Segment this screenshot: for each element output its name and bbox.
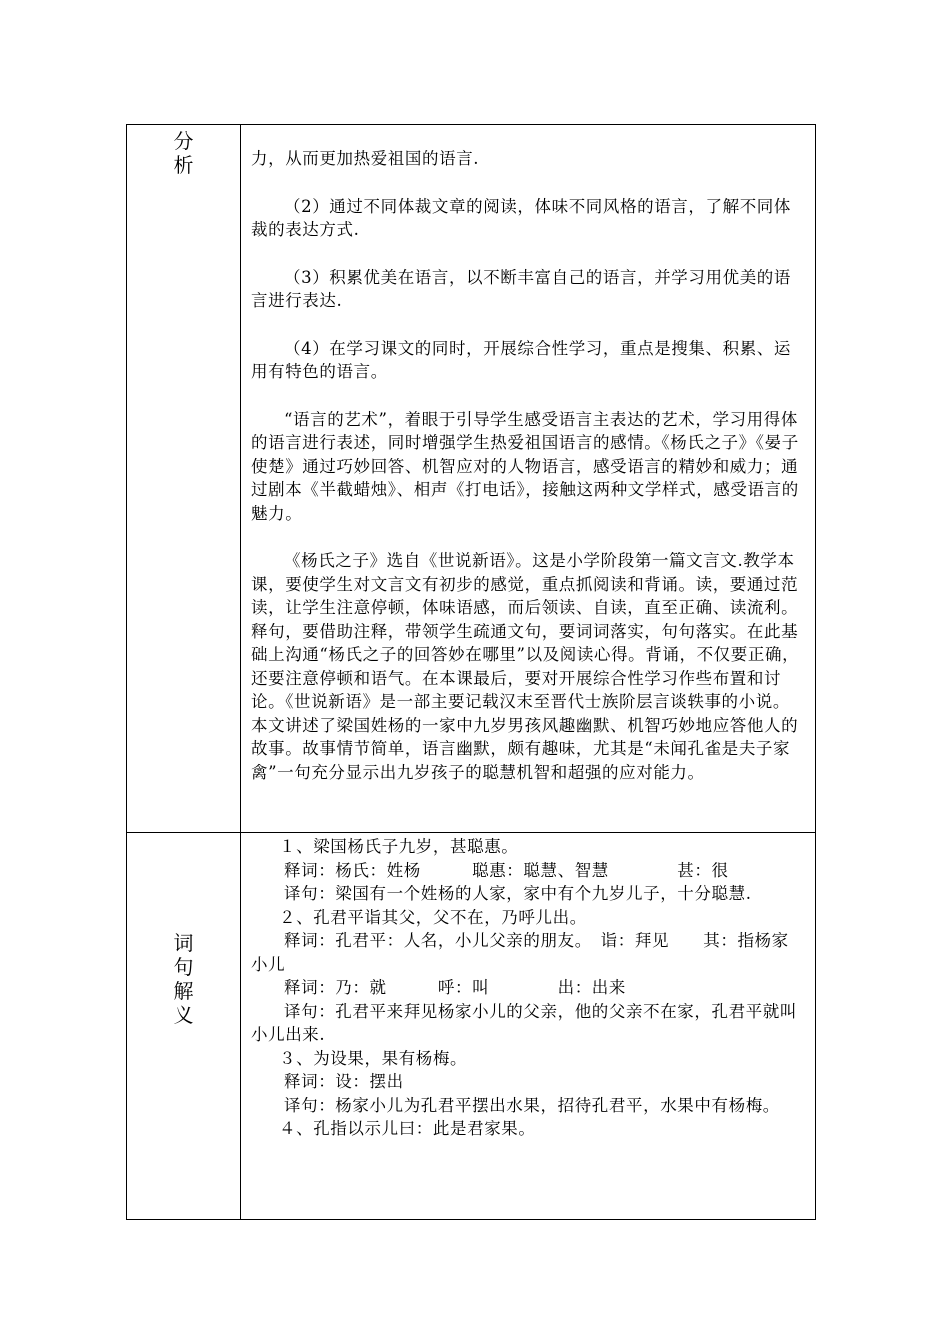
- column-divider: [240, 125, 241, 832]
- analysis-paragraph: “语言的艺术”，着眼于引导学生感受语言主表达的艺术，学习用得体的语言进行表述，同时增强学生热爱祖国语言的感情。《杨氏之子》《晏子使楚》通过巧妙回答、机智应对的人物语言，感受语言的精妙和威力；通过剧本《半截蜡烛》、相声《打电话》，接触这两种文学样式，感受语言的魅力。: [251, 409, 799, 523]
- analysis-paragraph: 力，从而更加热爱祖国的语言.: [251, 149, 480, 168]
- label-char: 分: [173, 129, 194, 153]
- sentence-heading: ３、为设果，果有杨梅。: [279, 1048, 468, 1068]
- label-char: 解: [173, 979, 194, 1003]
- word-explanation: 释词：设：摆出: [284, 1072, 404, 1091]
- vocabulary-label: [127, 931, 240, 1027]
- label-char: 析: [173, 153, 194, 177]
- word-explanation: 释词：孔君平：人名，小儿父亲的朋友。 诣：拜见 其：指杨家小儿: [251, 931, 789, 974]
- label-char: 句: [173, 955, 194, 979]
- analysis-paragraph: （2）通过不同体裁文章的阅读，体味不同风格的语言，了解不同体裁的表达方式.: [251, 196, 791, 239]
- sentence-heading: ２、孔君平诣其父，父不在，乃呼儿出。: [279, 907, 587, 927]
- analysis-paragraph: （4）在学习课文的同时，开展综合性学习，重点是搜集、积累、运用有特色的语言。: [251, 338, 791, 381]
- analysis-content: [251, 147, 803, 784]
- analysis-row: [126, 124, 816, 833]
- column-divider: [240, 833, 241, 1219]
- label-char: 义: [173, 1003, 194, 1027]
- vocabulary-row: [126, 832, 816, 1220]
- word-explanation: 释词：乃：就 呼：叫 出：出来: [284, 978, 626, 997]
- sentence-heading: ４、孔指以示儿曰：此是君家果。: [279, 1119, 536, 1138]
- label-char: 词: [173, 931, 194, 955]
- sentence-translation: 译句：孔君平来拜见杨家小儿的父亲，他的父亲不在家，孔君平就叫小儿出来.: [251, 1001, 797, 1044]
- analysis-label: [127, 129, 240, 177]
- sentence-translation: 译句：梁国有一个姓杨的人家，家中有个九岁儿子，十分聪慧.: [284, 884, 752, 903]
- analysis-paragraph: 《杨氏之子》选自《世说新语》。这是小学阶段第一篇文言文.教学本课，要使学生对文言文有初步的感觉，重点抓阅读和背诵。读，要通过范读，让学生注意停顿，体味语感，而后领读、自读，直至正确、读流利。释句，要借助注释，带领学生疏通文句，要词词落实，句句落实。在此基础上沟通“杨氏之子的回答妙在哪里”以及阅读心得。背诵，不仅要正确，还要注意停顿和语气。在本课最后，要对开展综合性学习作些布置和讨论。《世说新语》是一部主要记载汉末至晋代士族阶层言谈轶事的小说。本文讲述了梁国姓杨的一家中九岁男孩风趣幽默、机智巧妙地应答他人的故事。故事情节简单，语言幽默，颇有趣味，尤其是“未闻孔雀是夫子家禽”一句充分显示出九岁孩子的聪慧机智和超强的应对能力。: [251, 551, 800, 782]
- vocabulary-content: [251, 835, 803, 1141]
- sentence-heading: １、梁国杨氏子九岁，甚聪惠。: [279, 837, 519, 856]
- word-explanation: 释词：杨氏：姓杨 聪惠：聪慧、智慧 甚：很: [284, 860, 729, 880]
- sentence-translation: 译句：杨家小儿为孔君平摆出水果，招待孔君平，水果中有杨梅。: [284, 1095, 780, 1115]
- analysis-paragraph: （3）积累优美在语言，以不断丰富自己的语言，并学习用优美的语言进行表达.: [251, 267, 791, 310]
